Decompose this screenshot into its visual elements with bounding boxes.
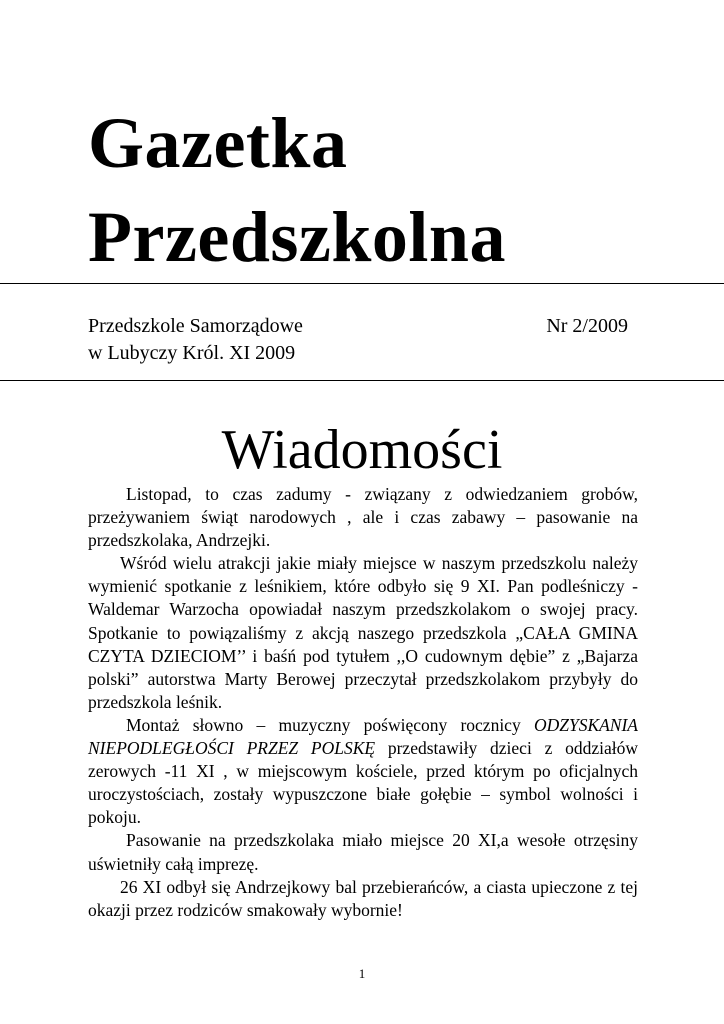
paragraph-3 bbox=[88, 714, 638, 829]
masthead-line-2: Przedszkolna bbox=[88, 197, 506, 277]
issue-info-row bbox=[88, 313, 628, 340]
section-heading: Wiadomości bbox=[221, 419, 503, 481]
issue-number: Nr 2/2009 bbox=[546, 315, 628, 337]
paragraph-3-end: przedstawiły dzieci z oddziałów zerowych -11 XI , w miejscowym kościele, przed którym po oficjalnych uroczystościach, zostały wypuszczone białe gołębie – symbol wolności i pokoju. bbox=[88, 738, 638, 828]
paragraph-1: Listopad, to czas zadumy - związany z odwiedzaniem grobów, przeżywaniem świąt narodowych , ale i czas zabawy – pasowanie na przedszkolaka, Andrzejki. bbox=[88, 484, 638, 551]
school-location-date: w Lubyczy Król. XI 2009 bbox=[88, 342, 296, 364]
paragraph-5: 26 XI odbył się Andrzejkowy bal przebierańców, a ciasta upieczone z tej okazji przez rodziców smakowały wybornie! bbox=[88, 876, 638, 920]
article-body bbox=[88, 483, 638, 922]
paragraph-3-start: Montaż słowno – muzyczny poświęcony rocznicy bbox=[126, 714, 534, 735]
bottom-divider bbox=[0, 380, 724, 381]
paragraph-3-italic: ODZYSKANIA NIEPODLEGŁOŚCI PRZEZ POLSKĘ bbox=[88, 714, 638, 759]
newsletter-masthead bbox=[88, 96, 688, 284]
paragraph-4: Pasowanie na przedszkolaka miało miejsce 20 XI,a wesołe otrzęsiny uświetniły całą imprezę. bbox=[88, 830, 638, 874]
top-divider bbox=[0, 283, 724, 284]
paragraph-2: Wśród wielu atrakcji jakie miały miejsce w naszym przedszkolu należy wymienić spotkanie z leśnikiem, które odbyło się 9 XI. Pan podleśniczy - Waldemar Warzocha opowiadał naszym przedszkolakom o swojej pracy. Spotkanie to powiązaliśmy z akcją naszego przedszkola „CAŁA GMINA CZYTA DZIECIOM’’ i baśń pod tytułem ,,O cudownym dębie” z „Bajarza polski” autorstwa Marty Berowej przeczytał przedszkolakom przybyły do przedszkola leśnik. bbox=[88, 553, 638, 712]
page-number: 1 bbox=[358, 966, 366, 981]
school-name: Przedszkole Samorządowe bbox=[88, 315, 303, 337]
masthead-line-1: Gazetka bbox=[88, 103, 348, 183]
issue-info bbox=[88, 313, 628, 367]
